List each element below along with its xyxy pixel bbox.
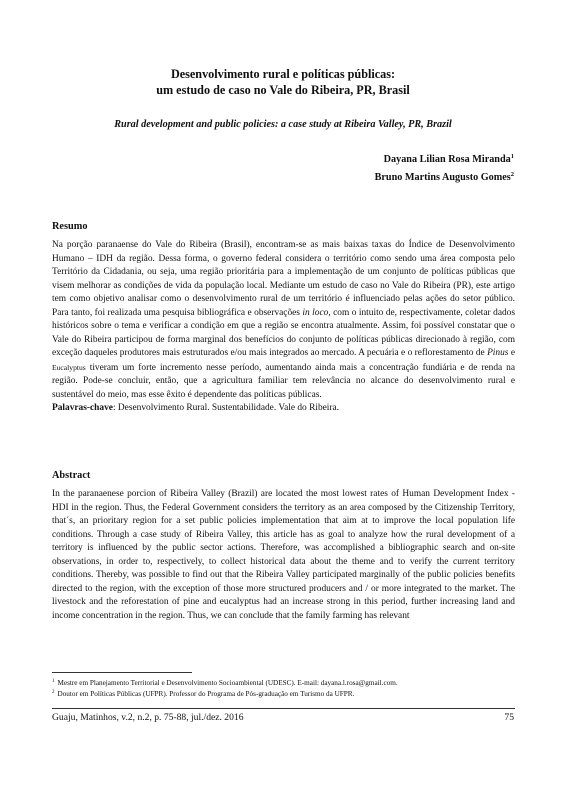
journal-citation: Guaju, Matinhos, v.2, n.2, p. 75-88, jul./dez. 2016: [52, 712, 244, 723]
footnote-1-text: Mestre em Planejamento Territorial e Desenvolvimento Socioambiental (UDESC). E-mail: dayana.l.rosa@gmail.com.: [57, 679, 398, 687]
keywords-text: : Desenvolvimento Rural. Sustentabilidade. Vale do Ribeira.: [112, 403, 340, 413]
footnote-separator: [52, 672, 192, 673]
abstract-text: In the paranaenese porcion of Ribeira Valley (Brazil) are located the most lowest rates of Human Development Index - HDI in the region. Thus, the Federal Government considers the territory as an area composed by the Citizenship Territory, that´s, an prioritary region for a set public policies implementation that aim at to improve the local population life conditions. Through a case study of Ribeira Valley, this article has as goal to analyze how the rural development of a territory is influenced by the public sector actions. Therefore, was accomplished a bibliographic search and on-site observations, in order to, respectively, to collect historical data about the theme and to verify the current territory conditions. Thereby, was possible to find out that the Ribeira Valley participated marginally of the public policies benefits directed to the region, with the exception of those more structured producers and / or more integrated to the market. The livestock and the reforestation of pine and eucalyptus had an increase strong in this period, further increasing land and income concentration in the region. Thus, we can conclude that the family farming has relevant: [52, 489, 515, 621]
footnote-2-mark: 2: [52, 690, 55, 695]
resumo-text-part-d: tiveram um forte incremento nesse período, aumentando ainda mais a concentração fundiária e de renda na região. Pode-se concluir, então, que a agricultura familiar tem relevância no alcance do desenvolvimento rural e sustentável do meio, mas esse êxito é dependente das políticas públicas.: [52, 362, 515, 400]
resumo-in-loco: in loco: [302, 307, 329, 318]
keywords-label: Palavras-chave: [52, 403, 113, 413]
author-1-name: Dayana Lilian Rosa Miranda: [383, 154, 511, 165]
paper-title: [60, 66, 506, 98]
resumo-eucalyptus: Eucalyptus: [52, 362, 86, 372]
footnote-2-text: Doutor em Políticas Públicas (UFPR). Professor do Programa de Pós-graduação em Turismo da UFPR.: [57, 690, 355, 698]
resumo-pinus: Pinus: [487, 348, 509, 358]
author-2-name: Bruno Martins Augusto Gomes: [374, 172, 511, 183]
resumo-text: [52, 239, 515, 416]
title-line-2: um estudo de caso no Vale do Ribeira, PR, Brasil: [156, 83, 410, 97]
abstract-heading: Abstract: [52, 470, 91, 481]
footnote-1-mark: 1: [52, 679, 55, 684]
footnote-1: [52, 677, 522, 688]
footnote-2: [52, 688, 522, 699]
author-2: [375, 167, 514, 185]
author-1-note-mark: 1: [510, 153, 514, 160]
resumo-text-part-c: e: [508, 348, 515, 358]
page-number: 75: [504, 712, 514, 723]
author-block: [375, 149, 514, 185]
resumo-text-part-b: , com o intuito de, respectivamente, coletar dados históricos sobre o tema e verificar a condição em que a região se encontra atualmente. Assim, foi possível constatar que o Vale do Ribeira participou de forma marginal dos benefícios do conjunto de políticas públicas direcionado à região, com exceção daqueles produtores mais estruturados e/ou mais integrados ao mercado. A pecuária e o reflorestamento de: [52, 307, 516, 358]
resumo-heading: Resumo: [52, 221, 88, 232]
english-subtitle: Rural development and public policies: a case study at Ribeira Valley, PR, Brazil: [114, 119, 452, 130]
author-1: [375, 149, 514, 167]
resumo-text-part-a: Na porção paranaense do Vale do Ribeira (Brasil), encontram-se as mais baixas taxas do Índice de Desenvolvimento Humano – IDH da região. Dessa forma, o governo federal considera o território como sendo uma área composta pelo Território da Cidadania, ou seja, uma região prioritária para a implementação de um conjunto de políticas públicas que visem melhorar as condições de vida da população local. Mediante um estudo de caso no Vale do Ribeira (PR), este artigo tem como objetivo analisar como o desenvolvimento rural de um território é influenciado pelas ações do setor público. Para tanto, foi realizada uma pesquisa bibliográfica e observações: [52, 240, 515, 318]
title-line-1: Desenvolvimento rural e políticas públicas:: [170, 67, 396, 81]
author-2-note-mark: 2: [510, 171, 514, 178]
footer-rule: [52, 708, 515, 709]
